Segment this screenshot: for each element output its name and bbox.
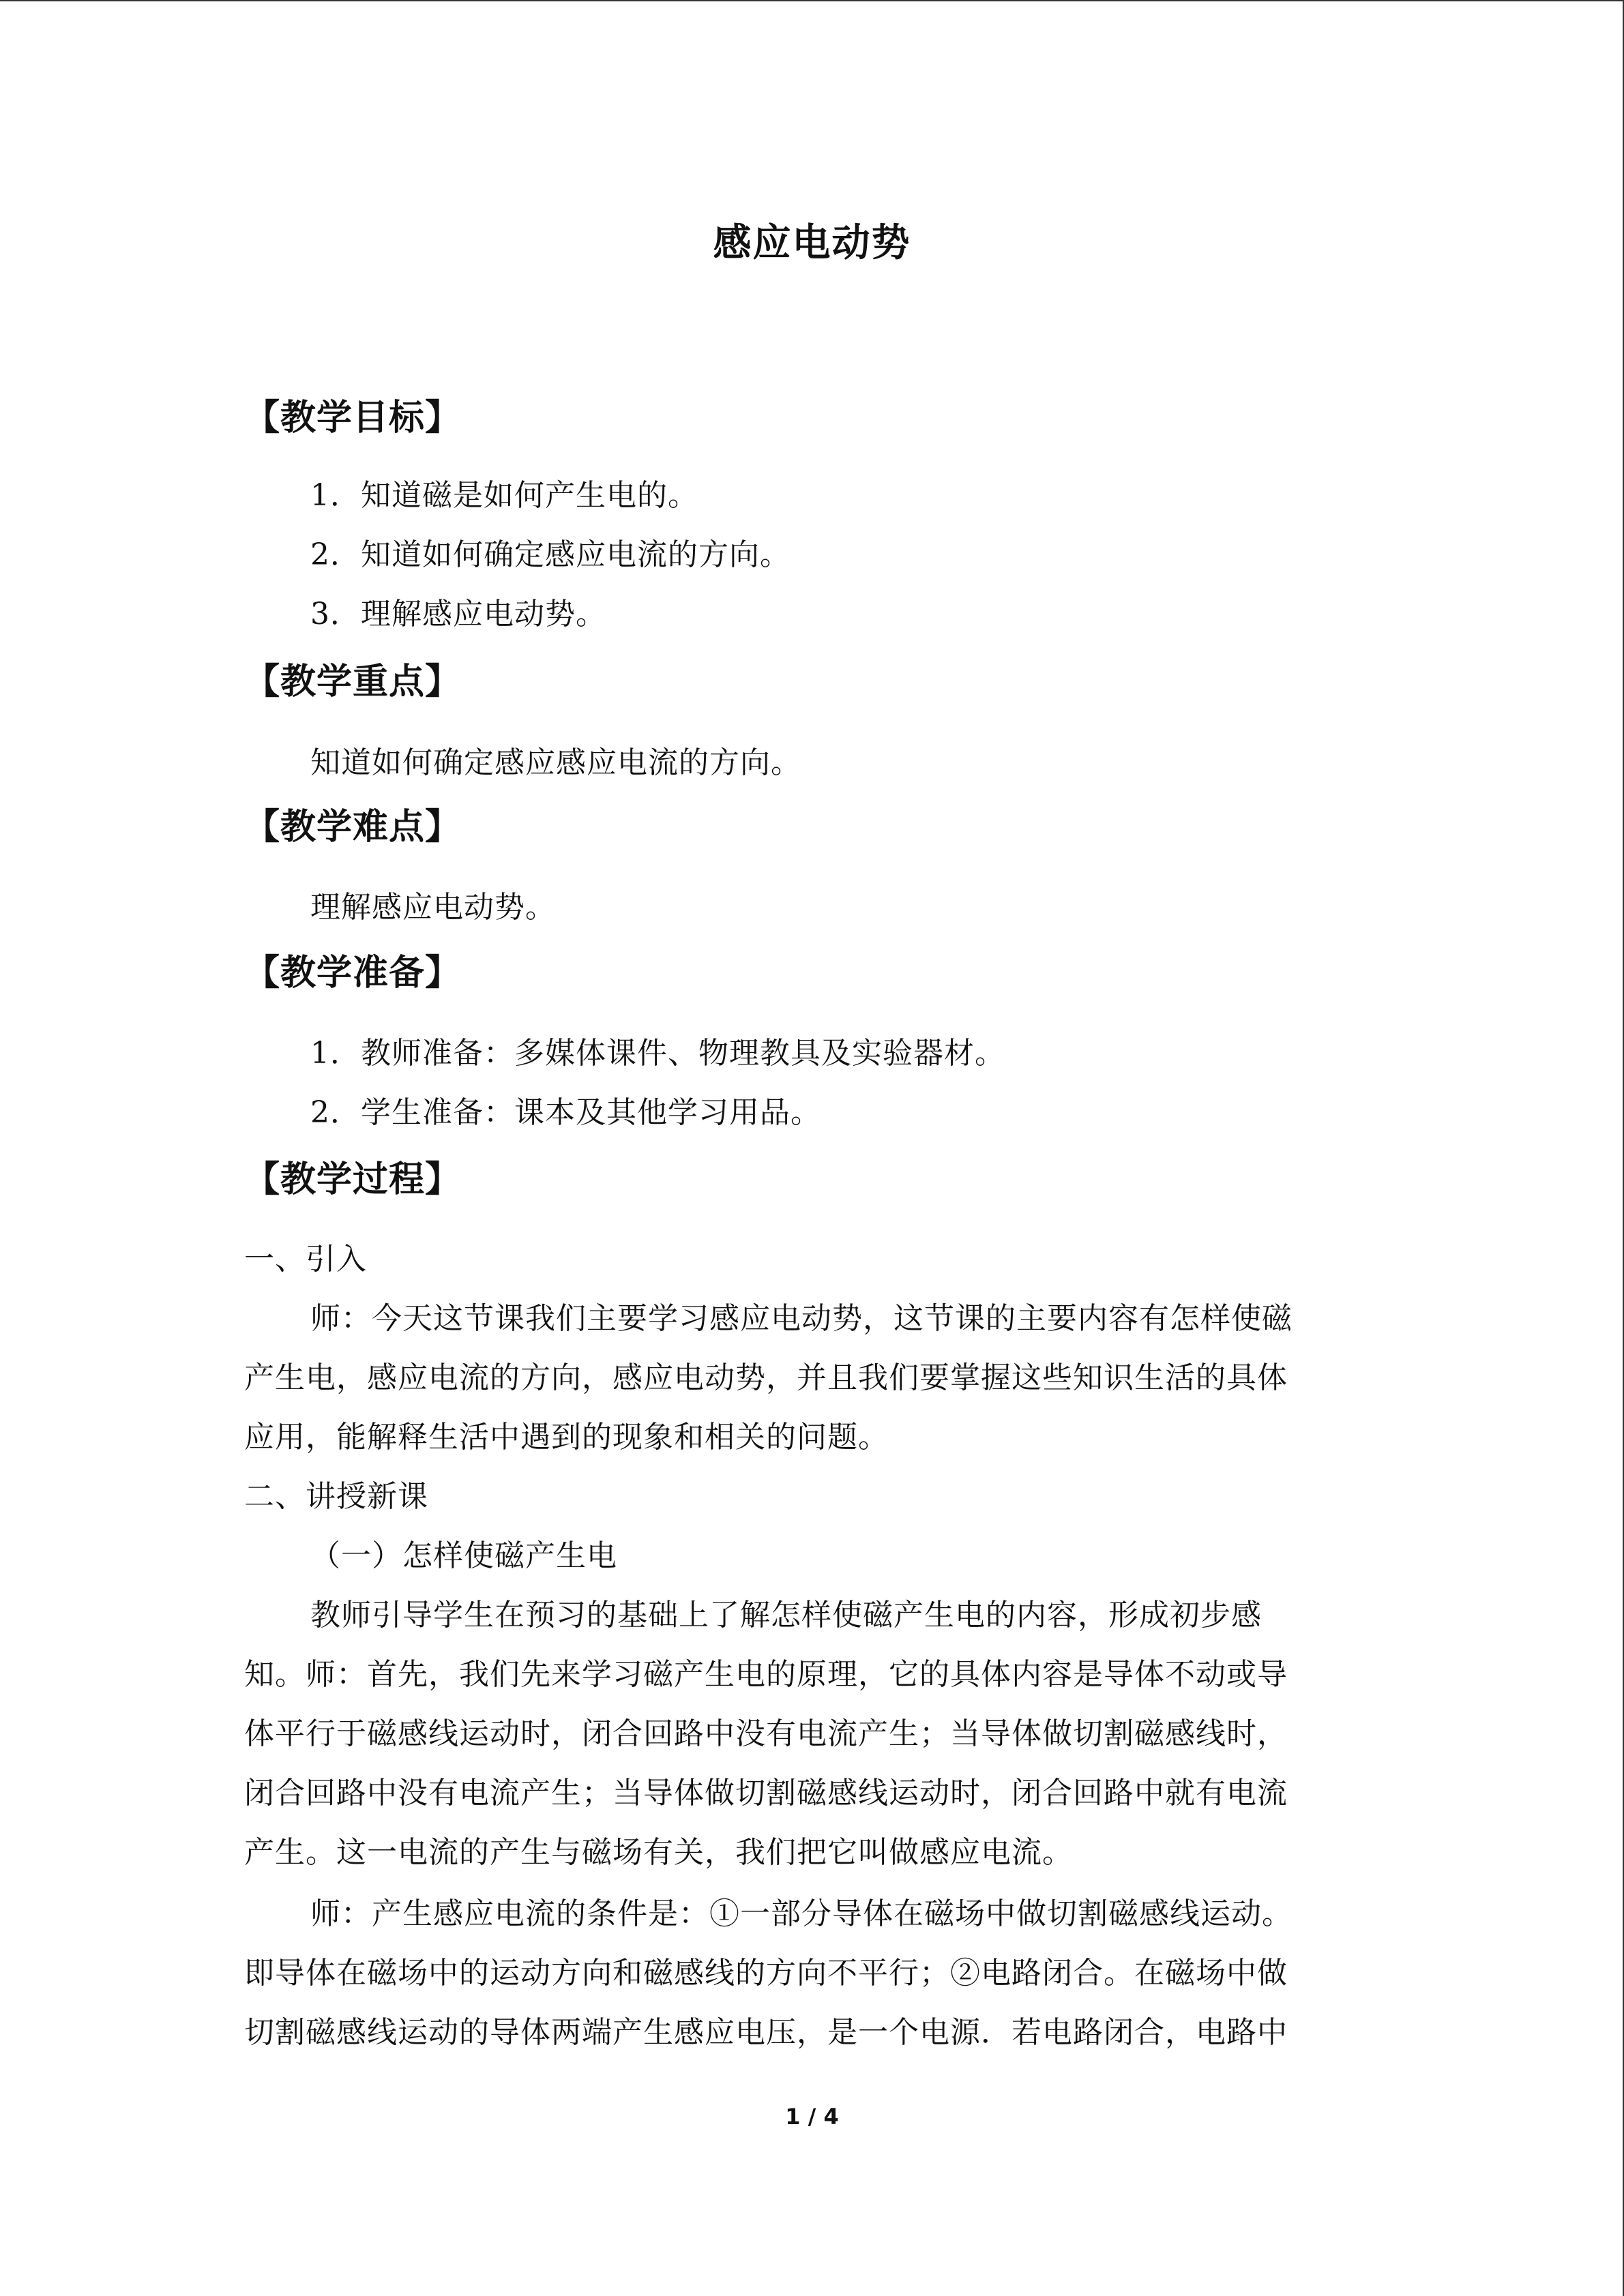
section-heading-difficulties: 【教学难点】 <box>244 807 462 848</box>
section-heading-objectives: 【教学目标】 <box>244 398 462 438</box>
intro-line: 应用，能解释生活中遇到的现象和相关的问题。 <box>244 1420 889 1455</box>
subsection-heading-magnetism-to-electricity: （一）怎样使磁产生电 <box>310 1538 617 1573</box>
paragraph-line: 师：产生感应电流的条件是：①一部分导体在磁场中做切割磁感线运动。 <box>310 1896 1293 1931</box>
objective-item: 1．知道磁是如何产生电的。 <box>310 478 698 513</box>
paragraph-line: 教师引导学生在预习的基础上了解怎样使磁产生电的内容，形成初步感 <box>310 1598 1262 1632</box>
paragraph-line: 即导体在磁场中的运动方向和磁感线的方向不平行；②电路闭合。在磁场中做 <box>244 1956 1288 1991</box>
objective-item: 2．知道如何确定感应电流的方向。 <box>310 537 791 572</box>
objective-item: 3．理解感应电动势。 <box>310 597 606 631</box>
page-number: 1 / 4 <box>785 2104 839 2130</box>
intro-line: 师：今天这节课我们主要学习感应电动势，这节课的主要内容有怎样使磁 <box>310 1301 1293 1336</box>
paragraph-line: 知。师：首先，我们先来学习磁产生电的原理，它的具体内容是导体不动或导 <box>244 1657 1288 1692</box>
preparation-item: 1．教师准备：多媒体课件、物理教具及实验器材。 <box>310 1036 1005 1071</box>
section-heading-preparation: 【教学准备】 <box>244 953 462 994</box>
intro-line: 产生电，感应电流的方向，感应电动势，并且我们要掌握这些知识生活的具体 <box>244 1360 1288 1395</box>
subsection-heading-new-lesson: 二、讲授新课 <box>244 1479 428 1514</box>
paragraph-line: 体平行于磁感线运动时，闭合回路中没有电流产生；当导体做切割磁感线时， <box>244 1716 1288 1751</box>
paragraph-line: 切割磁感线运动的导体两端产生感应电压，是一个电源．若电路闭合，电路中 <box>244 2015 1288 2050</box>
section-heading-process: 【教学过程】 <box>244 1159 462 1200</box>
paragraph-line: 闭合回路中没有电流产生；当导体做切割磁感线运动时，闭合回路中就有电流 <box>244 1776 1288 1810</box>
page-title: 感应电动势 <box>713 221 911 265</box>
subsection-heading-intro: 一、引入 <box>244 1242 367 1277</box>
section-heading-key-points: 【教学重点】 <box>244 661 462 702</box>
difficulties-text: 理解感应电动势。 <box>310 890 556 925</box>
paragraph-line: 产生。这一电流的产生与磁场有关，我们把它叫做感应电流。 <box>244 1835 1073 1870</box>
key-points-text: 知道如何确定感应感应电流的方向。 <box>310 745 801 780</box>
preparation-item: 2．学生准备：课本及其他学习用品。 <box>310 1095 821 1130</box>
